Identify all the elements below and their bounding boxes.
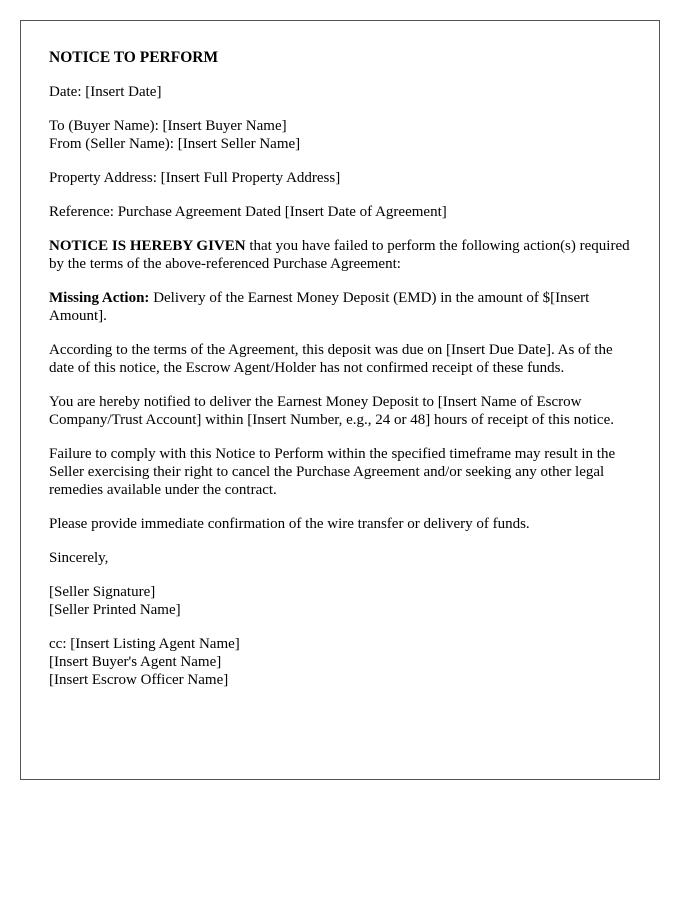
cc-buyer-agent-line: [Insert Buyer's Agent Name] <box>49 654 222 670</box>
hereby-bold-label: NOTICE IS HEREBY GIVEN <box>49 238 246 254</box>
missing-action-paragraph <box>49 289 631 325</box>
failure-paragraph: Failure to comply with this Notice to Perform within the specified timeframe may result in the Seller exercising their right to cancel the Purchase Agreement and/or seeking any other legal remedies available under the contract. <box>49 446 616 498</box>
according-paragraph: According to the terms of the Agreement, this deposit was due on [Insert Due Date]. As of the date of this notice, the Escrow Agent/Holder has not confirmed receipt of these funds. <box>49 342 613 376</box>
to-line: To (Buyer Name): [Insert Buyer Name] <box>49 118 287 134</box>
signature-block <box>49 583 631 619</box>
reference-line: Reference: Purchase Agreement Dated [Insert Date of Agreement] <box>49 204 447 220</box>
hereby-paragraph <box>49 237 631 273</box>
date-line: Date: [Insert Date] <box>49 84 162 100</box>
property-address-line: Property Address: [Insert Full Property Address] <box>49 170 341 186</box>
closing-line: Sincerely, <box>49 550 109 566</box>
from-line: From (Seller Name): [Insert Seller Name] <box>49 136 301 152</box>
seller-signature-line: [Seller Signature] <box>49 584 156 600</box>
missing-action-text: Delivery of the Earnest Money Deposit (EMD) in the amount of $[Insert Amount]. <box>49 290 590 324</box>
notified-paragraph: You are hereby notified to deliver the Earnest Money Deposit to [Insert Name of Escrow Company/Trust Account] within [Insert Number, e.g., 24 or 48] hours of receipt of this notice. <box>49 394 614 428</box>
hereby-text: that you have failed to perform the following action(s) required by the terms of the above-referenced Purchase Agreement: <box>49 238 630 272</box>
notice-document <box>20 20 660 780</box>
parties-block <box>49 117 631 153</box>
document-title: NOTICE TO PERFORM <box>49 49 219 66</box>
cc-escrow-officer-line: [Insert Escrow Officer Name] <box>49 672 229 688</box>
please-paragraph: Please provide immediate confirmation of the wire transfer or delivery of funds. <box>49 516 530 532</box>
cc-block <box>49 635 631 689</box>
cc-listing-agent-line: cc: [Insert Listing Agent Name] <box>49 636 240 652</box>
missing-action-label: Missing Action: <box>49 290 150 306</box>
seller-printed-name-line: [Seller Printed Name] <box>49 602 181 618</box>
